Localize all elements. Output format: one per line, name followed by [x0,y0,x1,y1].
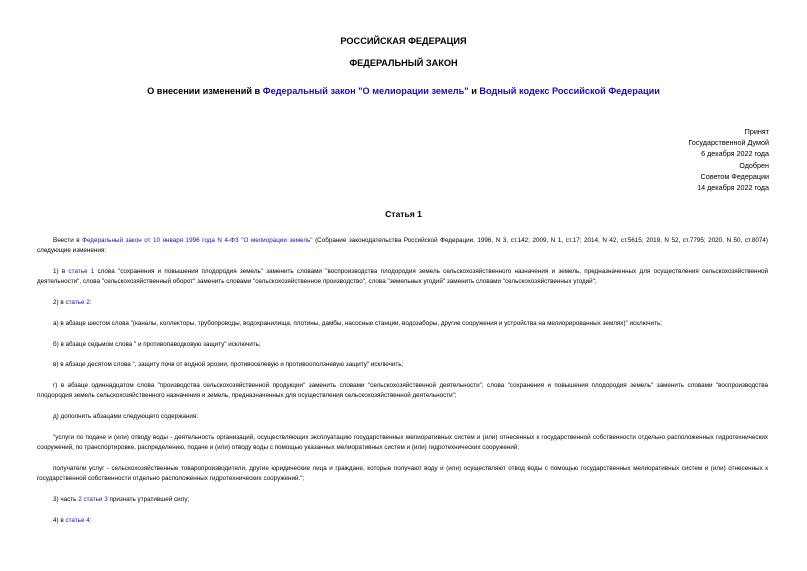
subitem-d-paragraph: д) дополнить абзацами следующего содержания: [53,413,199,421]
item-3-suffix: признать утратившей силу; [107,495,190,503]
item-2-prefix: 2) в [53,299,66,306]
law-type-heading: ФЕДЕРАЛЬНЫЙ ЗАКОН [349,58,458,68]
article-4-link[interactable]: статье 4 [65,516,90,524]
item-2-suffix: : [89,299,92,306]
item-3-prefix: 3) часть [53,495,79,503]
item-2-paragraph [37,298,768,308]
adoption-block [609,126,769,193]
title-middle: и [468,86,480,96]
adoption-date: 6 декабря 2022 года [701,149,769,159]
item-4-prefix: 4) в [53,516,66,524]
article-3-link[interactable]: статьи 3 [83,495,108,503]
intro-paragraph [37,236,768,256]
article-heading: Статья 1 [385,209,422,219]
law-title [0,86,807,96]
item-1-suffix: слова "сохранения и повышения плодородия земель" заменить словами "воспроизводства плодородия земель сельскохозяйственного назначения и земель, предназначенных для осуществления сельскохозяйственной деятельности", слова "сельскохозяйственный оборот" заменить словами "сельскохозяйственное производство", слова "земельных угодий" заменить словами "сельскохозяйственных угодий"; [37,268,768,286]
approval-date: 14 декабря 2022 года [697,183,769,193]
adoption-line: Принят [744,127,769,136]
subitem-a-paragraph: а) в абзаце шестом слова "(каналы, коллекторы, трубопроводы, водохранилища, плотины, дамбы, насосные станции, водозаборы, другие сооружения и устройства на мелиорированных землях)" исключить; [53,319,662,327]
article-1-link[interactable]: статье 1 [68,268,95,275]
subitem-g-paragraph: г) в абзаце одиннадцатом слова "производства сельскохозяйственной продукции" заменить словами "сельскохозяйственной деятельности", слова "сохранения и повышения плодородия земель" заменить словами "воспроизводства плодородия земель сельскохозяйственного назначения и земель, предназначенных для осуществления сельскохозяйственной деятельности"; [37,382,768,400]
federation-heading: РОССИЙСКАЯ ФЕДЕРАЦИЯ [340,36,467,46]
approval-line: Одобрен [739,160,769,170]
quoted-definition-services: "услуги по подаче и (или) отводу воды - деятельность организаций, осуществляющих эксплуатацию государственных мелиоративных систем и (или) отнесенных к государственной собственности отдельно расположенных гидротехнических сооружений, по транспортировке, распределению, подаче и (или) отводу воды с помощью указанных мелиоративных систем и (или) гидротехнических сооружений; [37,433,768,452]
law-4fz-link[interactable]: Федеральный закон от 10 января 1996 года N 4-ФЗ "О мелиорации земель" [82,237,313,244]
subitem-v-paragraph: в) в абзаце десятом слова ", защиту почв от водной эрозии, противоселевую и противооползневую защиту" исключить; [53,361,404,369]
water-code-link[interactable]: Водный кодекс Российской Федерации [479,86,660,96]
melioration-law-link[interactable]: Федеральный закон "О мелиорации земель" [262,86,469,96]
item-3-paragraph [37,495,768,505]
quoted-definition-recipients: получатели услуг - сельскохозяйственные товаропроизводители, другие юридические лица и граждане, которые получают воду и (или) осуществляют отвод воды с помощью государственных мелиоративных систем и (или) отнесенных к государственной собственности отдельно расположенных гидротехнических сооружений."; [37,464,768,483]
item-1-prefix: 1) в [53,268,69,275]
intro-suffix: (Собрание законодательства Российской Федерации, 1996, N 3, ст.142; 2009, N 1, ст.17; 2014, N 42, ст.5615; 2019, N 52, ст.7795; 2020, N 50, ст.8074) следующие изменения: [37,237,769,255]
item-1-paragraph [37,267,768,287]
intro-prefix: Внести в [53,237,83,244]
article-2-link[interactable]: статье 2 [65,299,90,306]
title-prefix: О внесении изменений в [147,86,263,96]
article-body [37,236,768,537]
part-2-link[interactable]: 2 [78,495,82,503]
subitem-b-paragraph: б) в абзаце седьмом слова " и противопаводковую защиту" исключить; [53,340,261,348]
adoption-line: Государственной Думой [688,138,769,148]
approval-line: Советом Федерации [700,171,769,181]
item-4-suffix: : [89,516,92,524]
item-4-paragraph [37,516,768,526]
